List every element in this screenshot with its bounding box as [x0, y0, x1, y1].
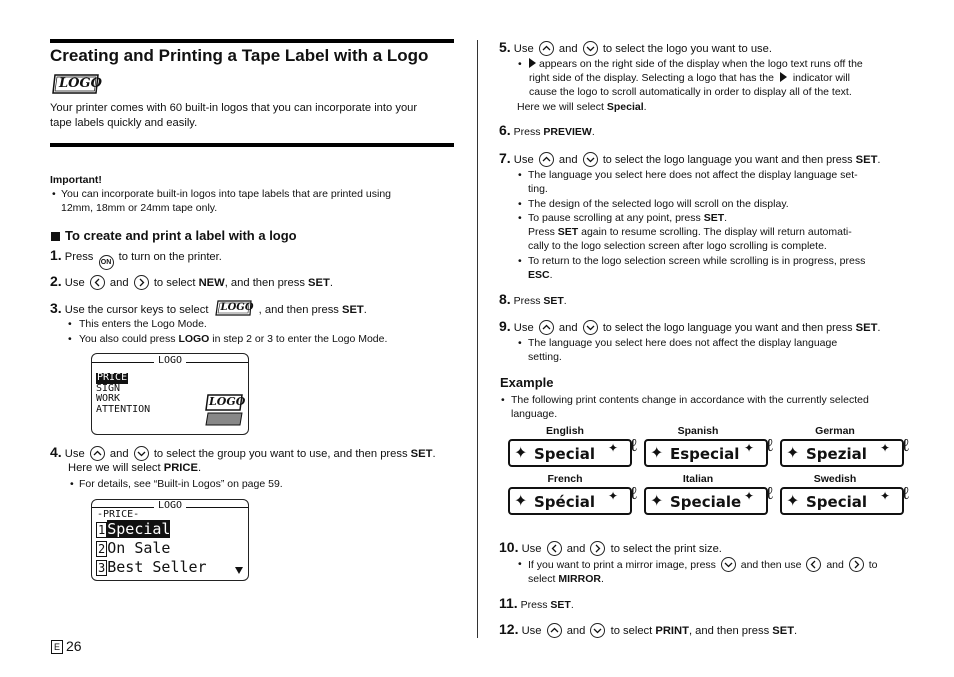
step9-bullet-line-1: The language you select here does not affect the display language	[528, 337, 838, 349]
lcd-logo-badge-icon: LOGO	[204, 394, 244, 426]
cursor-down-icon	[134, 446, 149, 461]
lang-label-german: German	[815, 425, 855, 437]
key-name: SET	[855, 154, 878, 166]
punctuation: .	[591, 126, 595, 138]
indicator-triangle-icon	[529, 58, 536, 68]
lcd-screen-logo-items	[91, 499, 249, 581]
lcd-item-sign: SIGN	[96, 382, 121, 394]
key-name: SET	[703, 212, 725, 224]
step7-bullet-1-line-1: The language you select here does not affect the display language set-	[528, 169, 858, 181]
step-text: Press	[528, 226, 555, 238]
punctuation: .	[329, 277, 333, 289]
step-text: and	[566, 543, 586, 555]
step9-bullet-line-2: setting.	[528, 351, 562, 363]
key-name: PREVIEW	[543, 126, 592, 138]
bullet: •	[518, 198, 522, 210]
step4-bullet: For details, see “Built-in Logos” on page 59.	[79, 478, 283, 490]
step-number: 8.	[499, 291, 511, 307]
key-name: SET	[772, 625, 795, 637]
step-text: Use	[521, 543, 542, 555]
sparkle-icon: ✦	[607, 441, 618, 455]
tape-label-swedish	[780, 483, 910, 515]
step-text: Here we will select	[68, 462, 161, 474]
bullet: •	[52, 188, 56, 200]
step-text: and	[109, 448, 129, 460]
logo-key-icon: LOGO	[215, 300, 253, 316]
step-text: to select the logo you want to use.	[602, 43, 772, 55]
example-bullet-line-2: language.	[511, 408, 558, 420]
tape-label-spanish	[644, 435, 774, 467]
intro-line-2: tape labels quickly and easily.	[50, 116, 198, 129]
punctuation: .	[432, 448, 436, 460]
step-text: , and then press	[224, 277, 305, 289]
key-name: PRINT	[655, 625, 689, 637]
step-number: 5.	[499, 39, 511, 55]
cursor-down-icon	[583, 41, 598, 56]
step-text: to turn on the printer.	[118, 251, 222, 263]
step-text: and	[558, 154, 578, 166]
key-name: NEW	[198, 277, 225, 289]
step-text: , and then press	[258, 304, 339, 316]
lcd-screen-logo-groups	[91, 353, 249, 435]
lang-label-spanish: Spanish	[677, 425, 719, 437]
bullet: •	[518, 337, 522, 349]
cursor-left-icon	[806, 557, 821, 572]
punctuation: .	[877, 322, 881, 334]
important-heading: Important!	[50, 174, 102, 186]
punctuation: .	[794, 625, 798, 637]
logo-badge-text: LOGO	[59, 76, 102, 91]
key-name: ESC	[528, 269, 550, 281]
section-square-icon	[51, 232, 60, 241]
page-title: Creating and Printing a Tape Label with a Logo	[50, 46, 429, 65]
sparkle-icon: ✦	[879, 441, 890, 455]
key-name: SET	[342, 304, 364, 316]
tape-label-german	[780, 435, 910, 467]
example-bullet-line-1: The following print contents change in accordance with the currently selected	[511, 394, 869, 406]
tape-word: Spezial	[806, 445, 867, 463]
step-number: 9.	[499, 318, 511, 334]
lcd-item-best-seller: 3 Best Seller	[98, 558, 207, 576]
cursor-up-icon	[547, 623, 562, 638]
key-name: LOGO	[178, 333, 210, 345]
lcd-item-work: WORK	[96, 393, 121, 404]
step5-bullet-line-1: appears on the right side of the display when the logo text runs off the	[529, 57, 903, 71]
swirl-icon: ℓ	[629, 435, 638, 456]
key-name: SET	[543, 295, 564, 307]
step-text: Press	[513, 295, 541, 307]
step-text: , and then press	[688, 625, 770, 637]
step7-bullet-1-line-2: ting.	[528, 183, 548, 195]
important-line-2: 12mm, 18mm or 24mm tape only.	[61, 202, 218, 214]
step-text: Use	[64, 277, 85, 289]
step-text: Press	[520, 599, 548, 611]
step-text: Use	[513, 43, 534, 55]
lcd-group-label: -PRICE-	[97, 509, 140, 520]
lang-label-italian: Italian	[682, 473, 714, 485]
key-name: SET	[308, 277, 330, 289]
bullet: •	[68, 318, 72, 330]
step-text: and	[109, 277, 129, 289]
section-heading: To create and print a label with a logo	[65, 228, 297, 243]
step7-bullet-2: The design of the selected logo will scroll on the display.	[528, 198, 789, 210]
title-top-rule	[50, 39, 454, 43]
tape-label-english	[508, 435, 638, 467]
step-text: To return to the logo selection screen while scrolling is in progress, press	[528, 255, 866, 267]
sparkle-icon: ✦	[743, 489, 754, 503]
step-number: 10.	[499, 539, 519, 555]
swirl-icon: ℓ	[765, 435, 774, 456]
bullet: •	[70, 478, 74, 490]
cursor-up-icon	[539, 320, 554, 335]
lcd-item-attention: ATTENTION	[96, 403, 151, 415]
step-text: Use	[64, 448, 85, 460]
lang-label-french: French	[547, 473, 583, 485]
step-text: If you want to print a mirror image, press	[528, 559, 716, 571]
bullet: •	[518, 212, 522, 224]
key-name: SET	[855, 322, 878, 334]
step-text: to select	[610, 625, 653, 637]
sparkle-icon: ✦	[607, 489, 618, 503]
punctuation: .	[724, 212, 728, 224]
page-number: 26	[66, 638, 82, 654]
cursor-right-icon	[849, 557, 864, 572]
sparkle-icon: ✦	[514, 493, 528, 510]
on-key-icon: ON	[99, 255, 114, 270]
lcd-title: LOGO	[154, 500, 186, 511]
cursor-down-icon	[583, 152, 598, 167]
punctuation: .	[363, 304, 367, 316]
step-number: 12.	[499, 621, 519, 637]
punctuation: .	[549, 269, 553, 281]
step-text: to	[868, 559, 878, 571]
step-text: in step 2 or 3 to enter the Logo Mode.	[212, 333, 388, 345]
logo-badge-icon	[51, 73, 101, 95]
page-letter: E	[53, 642, 60, 652]
tape-word: Special	[534, 445, 596, 463]
step5-bullet-line-3: cause the logo to scroll automatically in order to display all of the text.	[529, 86, 852, 98]
swirl-icon: ℓ	[901, 483, 910, 504]
cursor-down-icon	[721, 557, 736, 572]
bullet: •	[501, 394, 505, 406]
sparkle-icon: ✦	[514, 445, 528, 462]
tape-label-italian	[644, 483, 774, 515]
swirl-icon: ℓ	[629, 483, 638, 504]
step-text: again to resume scrolling. The display will return automati-	[581, 226, 852, 238]
step-number: 4.	[50, 444, 62, 460]
step-text: Use the cursor keys to select	[64, 304, 209, 316]
bullet: •	[68, 333, 72, 345]
step-text: Use	[521, 625, 542, 637]
tape-word: Spécial	[534, 493, 596, 511]
step-number: 2.	[50, 273, 62, 289]
cursor-right-icon	[134, 275, 149, 290]
cursor-down-icon	[590, 623, 605, 638]
key-name: Special	[606, 101, 644, 113]
step-text: to select	[153, 277, 196, 289]
sparkle-icon: ✦	[786, 445, 800, 462]
step-text: and then use	[740, 559, 802, 571]
punctuation: .	[570, 599, 574, 611]
sparkle-icon: ✦	[743, 441, 754, 455]
step-text: You also could press	[79, 333, 176, 345]
punctuation: .	[877, 154, 881, 166]
key-name: PRICE	[163, 462, 198, 474]
key-name: MIRROR	[558, 573, 601, 585]
step-text: Use	[513, 154, 534, 166]
step-text: select	[528, 573, 556, 585]
lcd-item-special: 1 Special	[98, 520, 171, 538]
cursor-down-icon	[583, 320, 598, 335]
lcd-title: LOGO	[154, 355, 186, 366]
punctuation: .	[600, 573, 604, 585]
key-name: SET	[410, 448, 433, 460]
step-text: to select the logo language you want and then press	[602, 322, 853, 334]
bullet: •	[518, 558, 522, 570]
column-divider	[477, 40, 478, 638]
sparkle-icon: ✦	[650, 445, 664, 462]
punctuation: .	[643, 101, 647, 113]
key-name: SET	[557, 226, 579, 238]
intro-line-1: Your printer comes with 60 built-in logos that you can incorporate into your	[50, 102, 418, 114]
swirl-icon: ℓ	[765, 483, 774, 504]
step-text: and	[558, 322, 578, 334]
scroll-down-triangle-icon	[235, 567, 243, 574]
sparkle-icon: ✦	[650, 493, 664, 510]
step-text: Use	[513, 322, 534, 334]
cursor-up-icon	[539, 41, 554, 56]
page-letter-box	[51, 640, 63, 654]
step-text: To pause scrolling at any point, press	[528, 212, 701, 224]
step-text: to select the group you want to use, and then press	[153, 448, 408, 460]
tape-word: Special	[806, 493, 868, 511]
intro-bottom-rule	[50, 143, 454, 147]
tape-label-french	[508, 483, 638, 515]
bullet: •	[518, 58, 522, 70]
sparkle-icon: ✦	[786, 493, 800, 510]
tape-word: Speciale	[670, 493, 742, 511]
bullet: •	[518, 169, 522, 181]
step-text: to select the logo language you want and then press	[602, 154, 853, 166]
step-text: Here we will select	[517, 101, 604, 113]
lang-label-english: English	[546, 425, 584, 437]
step-number: 6.	[499, 122, 511, 138]
step-text: and	[566, 625, 586, 637]
cursor-right-icon	[590, 541, 605, 556]
step-number: 1.	[50, 247, 62, 263]
key-name: SET	[550, 599, 571, 611]
indicator-triangle-icon	[780, 72, 787, 82]
step5-bullet-line-2: right side of the display. Selecting a logo that has the indicator will	[529, 72, 850, 84]
tape-word: Especial	[670, 445, 740, 463]
step-text: to select the print size.	[610, 543, 722, 555]
step-number: 11.	[499, 595, 518, 611]
important-line-1: You can incorporate built-in logos into tape labels that are printed using	[61, 188, 391, 200]
example-heading: Example	[500, 375, 554, 390]
cursor-up-icon	[90, 446, 105, 461]
bullet: •	[518, 255, 522, 267]
cursor-left-icon	[547, 541, 562, 556]
lcd-item-price: PRICE	[97, 372, 128, 383]
step-text: Press	[64, 251, 94, 263]
step-text: Press	[513, 126, 541, 138]
step-text: cally to the logo selection screen after logo scrolling is complete.	[528, 240, 827, 252]
step-text: and	[558, 43, 578, 55]
cursor-up-icon	[539, 152, 554, 167]
lang-label-swedish: Swedish	[813, 473, 857, 485]
punctuation: .	[197, 462, 202, 474]
cursor-left-icon	[90, 275, 105, 290]
sparkle-icon: ✦	[879, 489, 890, 503]
step3-bullet-1: This enters the Logo Mode.	[79, 318, 207, 330]
step-text: and	[826, 559, 844, 571]
lcd-item-on-sale: 2 On Sale	[98, 539, 171, 557]
step-number: 3.	[50, 300, 62, 316]
punctuation: .	[563, 295, 567, 307]
swirl-icon: ℓ	[901, 435, 910, 456]
step-number: 7.	[499, 150, 511, 166]
